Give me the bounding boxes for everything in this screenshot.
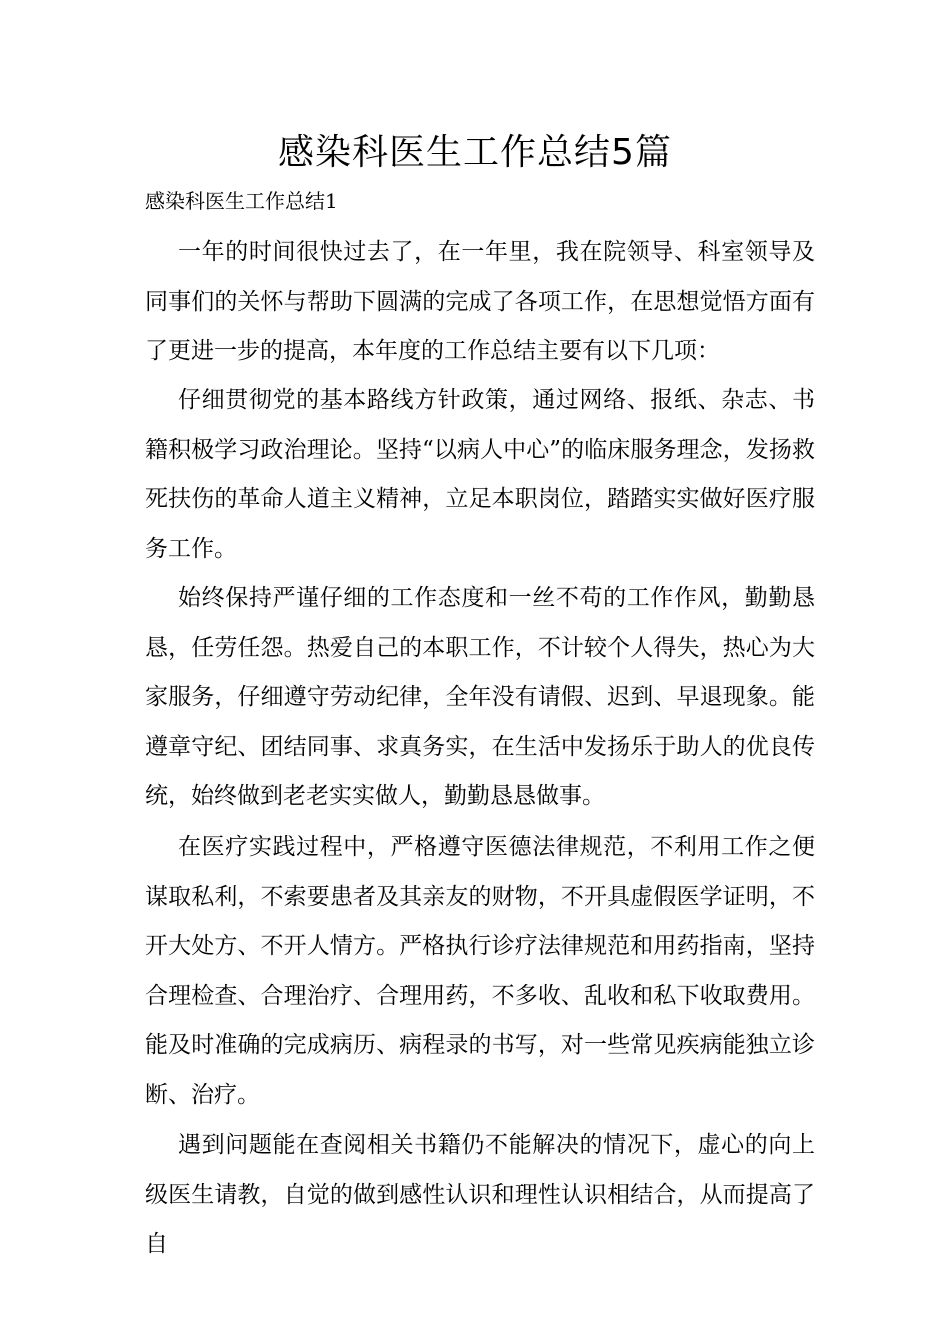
section-heading: 感染科医生工作总结1 <box>145 189 338 213</box>
paragraph-5: 遇到问题能在查阅相关书籍仍不能解决的情况下，虚心的向上级医生请教，自觉的做到感性认识和理性认识相结合，从而提高了自 <box>145 1132 815 1257</box>
paragraph-2: 仔细贯彻党的基本路线方针政策，通过网络、报纸、杂志、书籍积极学习政治理论。坚持“以病人中心”的临床服务理念，发扬救死扶伤的革命人道主义精神，立足本职岗位，踏踏实实做好医疗服务工作。 <box>145 387 815 562</box>
paragraph-3: 始终保持严谨仔细的工作态度和一丝不苟的工作作风，勤勤恳恳，任劳任怨。热爱自己的本职工作，不计较个人得失，热心为大家服务，仔细遵守劳动纪律，全年没有请假、迟到、早退现象。能遵章守纪、团结同事、求真务实，在生活中发扬乐于助人的优良传统，始终做到老老实实做人，勤勤恳恳做事。 <box>145 585 815 809</box>
document-title: 感染科医生工作总结5篇 <box>278 132 672 173</box>
paragraph-1: 一年的时间很快过去了，在一年里，我在院领导、科室领导及同事们的关怀与帮助下圆满的完成了各项工作，在思想觉悟方面有了更进一步的提高，本年度的工作总结主要有以下几项： <box>145 239 815 364</box>
paragraph-4: 在医疗实践过程中，严格遵守医德法律规范，不利用工作之便谋取私利，不索要患者及其亲友的财物，不开具虚假医学证明，不开大处方、不开人情方。严格执行诊疗法律规范和用药指南，坚持合理检查、合理治疗、合理用药，不多收、乱收和私下收取费用。能及时准确的完成病历、病程录的书写，对一些常见疾病能独立诊断、治疗。 <box>145 834 815 1108</box>
